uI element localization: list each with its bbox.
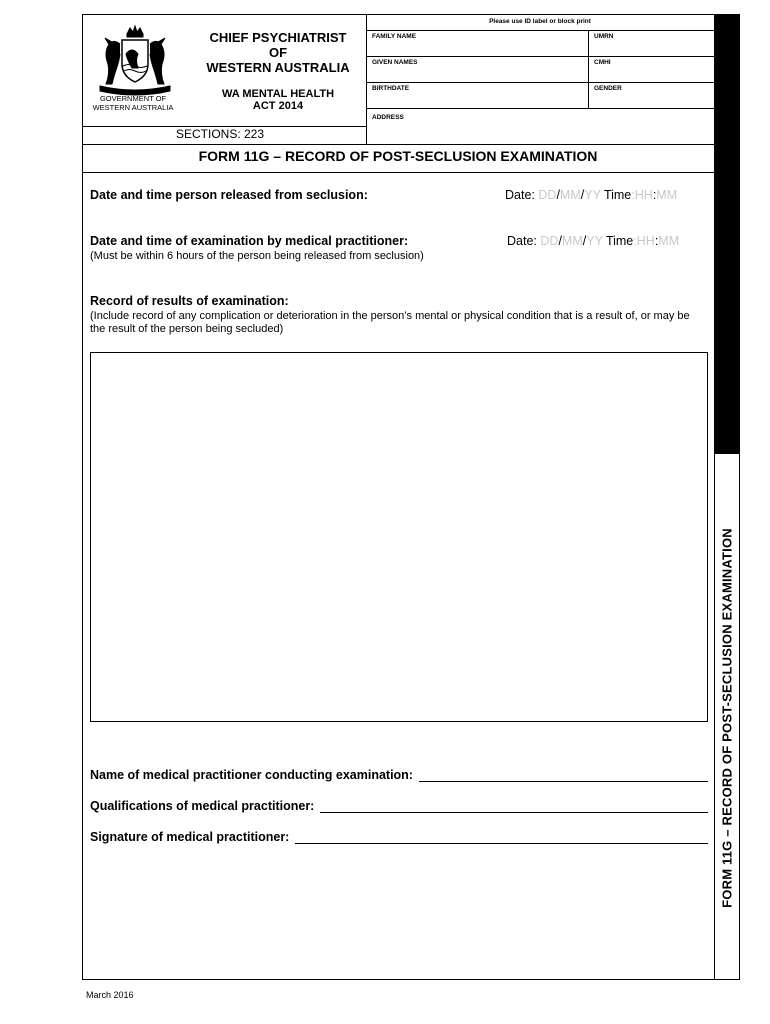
government-label-line2: WESTERN AUSTRALIA [92,103,174,112]
title-bottom-line [82,172,714,173]
practitioner-name-input[interactable] [419,770,708,782]
id-line-3 [366,82,714,83]
cmhi-field[interactable]: CMHI [594,59,611,66]
examination-date-label: Date: [507,234,537,248]
signature-input[interactable] [295,832,708,844]
authority-line1: CHIEF PSYCHIATRIST [209,30,347,45]
release-date-label: Date: [505,188,535,202]
examination-note: (Must be within 6 hours of the person being released from seclusion) [90,250,424,262]
release-minute-input[interactable]: MM [656,188,678,202]
gender-field[interactable]: GENDER [594,85,622,92]
release-year-input[interactable]: YY [584,188,601,202]
examination-year-input[interactable]: YY [586,234,603,248]
wa-crest-logo [92,24,178,102]
authority-line2: OF [268,45,288,60]
id-column-divider [588,30,589,108]
id-line-2 [366,56,714,57]
government-label-line1: GOVERNMENT OF [99,94,167,103]
id-line-4 [366,108,714,109]
sections-label: SECTIONS: 223 [176,127,265,141]
header-bottom-line [82,144,714,145]
sidebar-form-title: FORM 11G – RECORD OF POST-SECLUSION EXAMINATION [719,528,735,908]
examination-datetime-label: Date and time of examination by medical practitioner: [90,234,409,248]
examination-minute-input[interactable]: MM [658,234,680,248]
act-title [190,88,366,112]
release-datetime-field[interactable]: Date: DD/MM/YY Time:HH:MM [505,188,678,202]
examination-day-input[interactable]: DD [540,234,559,248]
results-text-area[interactable] [90,352,708,722]
address-field[interactable]: ADDRESS [372,114,404,121]
signature-row [90,830,708,844]
government-label [90,94,176,112]
chief-psychiatrist-title [190,30,366,75]
header-divider [366,14,367,144]
id-label-note: Please use ID label or block print [489,18,591,25]
examination-hour-input[interactable]: HH [636,234,655,248]
qualifications-label: Qualifications of medical practitioner: [90,799,315,813]
release-time-label: Time [603,188,632,202]
footer-date: March 2016 [86,990,134,1000]
examination-month-input[interactable]: MM [561,234,583,248]
results-note: (Include record of any complication or deterioration in the person’s mental or physical condition that is a result of, or may be the result of the person being secluded) [90,310,690,335]
authority-line3: WESTERN AUSTRALIA [206,60,350,75]
act-line2: ACT 2014 [252,100,304,112]
practitioner-name-row [90,768,708,782]
examination-datetime-field[interactable]: Date: DD/MM/YY Time:HH:MM [507,234,680,248]
umrn-field[interactable]: UMRN [594,33,614,40]
given-names-field[interactable]: GIVEN NAMES [372,59,418,66]
form-title: FORM 11G – RECORD OF POST-SECLUSION EXAMINATION [198,148,598,164]
act-line1: WA MENTAL HEALTH [221,88,335,100]
qualifications-row [90,799,708,813]
birthdate-field[interactable]: BIRTHDATE [372,85,410,92]
release-day-input[interactable]: DD [538,188,557,202]
signature-label: Signature of medical practitioner: [90,830,290,844]
release-datetime-label: Date and time person released from seclusion: [90,188,368,202]
family-name-field[interactable]: FAMILY NAME [372,33,417,40]
release-month-input[interactable]: MM [559,188,581,202]
id-line-1 [366,30,714,31]
release-hour-input[interactable]: HH [634,188,653,202]
examination-time-label: Time [605,234,634,248]
practitioner-name-label: Name of medical practitioner conducting examination: [90,768,413,782]
qualifications-input[interactable] [320,801,708,813]
results-label: Record of results of examination: [90,294,289,308]
